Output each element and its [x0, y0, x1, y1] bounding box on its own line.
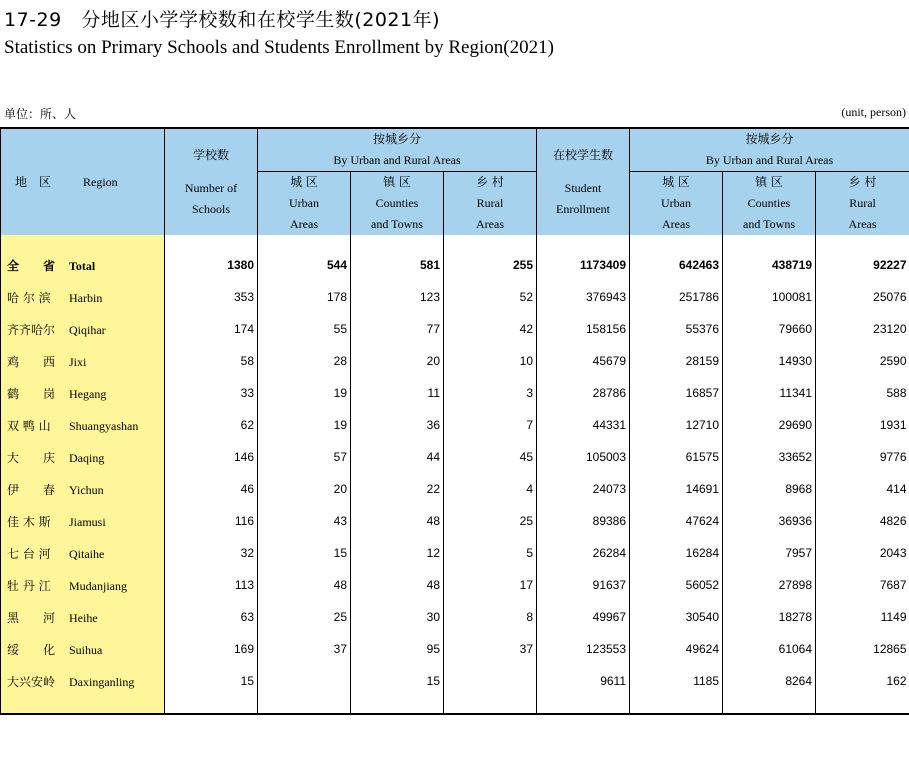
cell-e-towns: 438719: [723, 249, 816, 281]
cell-schools: 58: [165, 345, 258, 377]
statistics-table: [0, 127, 909, 715]
cell-students: 26284: [537, 537, 630, 569]
region-name-cn: 大兴安岭: [7, 674, 56, 689]
cell-s-rural: 25: [444, 505, 537, 537]
region-name-en: Daxinganling: [69, 674, 135, 689]
cell-s-urban: 19: [258, 409, 351, 441]
cell-students: 158156: [537, 313, 630, 345]
cell-e-rural: 92227: [816, 249, 909, 281]
cell-e-rural: 2043: [816, 537, 909, 569]
cell-e-urban: 251786: [630, 281, 723, 313]
cell-s-urban: 28: [258, 345, 351, 377]
cell-s-urban: [258, 665, 351, 697]
cell-s-towns: 12: [351, 537, 444, 569]
cell-e-towns: 18278: [723, 601, 816, 633]
cell-e-rural: 2590: [816, 345, 909, 377]
cell-s-urban: 57: [258, 441, 351, 473]
table-row: [1, 441, 909, 473]
region-name-cn: 鸡 西: [7, 354, 56, 369]
cell-e-urban: 642463: [630, 249, 723, 281]
region-name-en: Total: [69, 258, 96, 273]
header-students: 在校学生数 Student Enrollment: [537, 128, 630, 235]
cell-schools: 32: [165, 537, 258, 569]
title-english: Statistics on Primary Schools and Students Enrollment by Region(2021): [4, 37, 554, 58]
cell-s-towns: 11: [351, 377, 444, 409]
cell-schools: 169: [165, 633, 258, 665]
table-header: [1, 128, 909, 235]
cell-schools: 63: [165, 601, 258, 633]
cell-e-rural: 9776: [816, 441, 909, 473]
header-schools-urban: 城 区 Urban Areas: [258, 172, 351, 236]
cell-e-towns: 11341: [723, 377, 816, 409]
cell-e-rural: 7687: [816, 569, 909, 601]
cell-s-towns: 36: [351, 409, 444, 441]
table-number: 17-29: [4, 9, 62, 31]
cell-e-urban: 16284: [630, 537, 723, 569]
table-row: [1, 505, 909, 537]
cell-students: 91637: [537, 569, 630, 601]
cell-s-towns: 95: [351, 633, 444, 665]
region-cell: [1, 409, 165, 441]
cell-s-rural: [444, 665, 537, 697]
cell-e-urban: 1185: [630, 665, 723, 697]
table-row: [1, 281, 909, 313]
region-cell: [1, 601, 165, 633]
unit-label-en: (unit, person): [841, 105, 906, 119]
cell-e-towns: 7957: [723, 537, 816, 569]
cell-s-towns: 44: [351, 441, 444, 473]
spacer-row: [1, 235, 909, 249]
cell-students: 44331: [537, 409, 630, 441]
table-row: [1, 409, 909, 441]
cell-e-urban: 61575: [630, 441, 723, 473]
table-row: [1, 313, 909, 345]
cell-e-towns: 79660: [723, 313, 816, 345]
cell-e-urban: 30540: [630, 601, 723, 633]
cell-e-rural: 25076: [816, 281, 909, 313]
cell-s-rural: 4: [444, 473, 537, 505]
cell-students: 1173409: [537, 249, 630, 281]
table-row: [1, 377, 909, 409]
cell-e-towns: 8264: [723, 665, 816, 697]
region-name-cn: 鹤 岗: [7, 386, 56, 401]
region-cell: [1, 473, 165, 505]
table-row: [1, 601, 909, 633]
region-name-en: Heihe: [69, 610, 98, 625]
cell-e-urban: 12710: [630, 409, 723, 441]
table-row: [1, 569, 909, 601]
region-name-cn: 齐齐哈尔: [7, 322, 56, 337]
region-name-cn: 大 庆: [7, 450, 56, 465]
cell-e-urban: 55376: [630, 313, 723, 345]
cell-s-rural: 3: [444, 377, 537, 409]
cell-schools: 1380: [165, 249, 258, 281]
cell-s-urban: 43: [258, 505, 351, 537]
region-name-cn: 绥 化: [7, 642, 56, 657]
table-row: [1, 473, 909, 505]
cell-e-urban: 49624: [630, 633, 723, 665]
cell-e-urban: 14691: [630, 473, 723, 505]
region-name-en: Qiqihar: [69, 322, 106, 337]
region-name-en: Jiamusi: [69, 514, 106, 529]
cell-s-towns: 30: [351, 601, 444, 633]
bottom-rule-row: [1, 697, 909, 714]
region-name-cn: 佳 木 斯: [7, 514, 51, 529]
cell-schools: 15: [165, 665, 258, 697]
cell-students: 45679: [537, 345, 630, 377]
header-students-rural: 乡 村 Rural Areas: [816, 172, 909, 236]
cell-s-towns: 581: [351, 249, 444, 281]
region-name-en: Qitaihe: [69, 546, 105, 561]
cell-e-urban: 28159: [630, 345, 723, 377]
region-cell: [1, 633, 165, 665]
cell-students: 28786: [537, 377, 630, 409]
cell-e-towns: 29690: [723, 409, 816, 441]
cell-s-urban: 15: [258, 537, 351, 569]
cell-students: 105003: [537, 441, 630, 473]
title-chinese: 分地区小学学校数和在校学生数(2021年): [81, 9, 441, 31]
cell-e-urban: 56052: [630, 569, 723, 601]
cell-schools: 33: [165, 377, 258, 409]
cell-s-rural: 17: [444, 569, 537, 601]
cell-s-towns: 48: [351, 569, 444, 601]
unit-label-cn: 单位：所、人: [4, 107, 77, 121]
cell-students: 89386: [537, 505, 630, 537]
cell-s-towns: 20: [351, 345, 444, 377]
cell-schools: 113: [165, 569, 258, 601]
cell-students: 9611: [537, 665, 630, 697]
cell-e-urban: 16857: [630, 377, 723, 409]
region-name-cn: 双 鸭 山: [7, 418, 51, 433]
cell-s-towns: 22: [351, 473, 444, 505]
region-cell: [1, 569, 165, 601]
region-name-en: Hegang: [69, 386, 107, 401]
cell-e-rural: 12865: [816, 633, 909, 665]
cell-e-towns: 8968: [723, 473, 816, 505]
cell-e-urban: 47624: [630, 505, 723, 537]
region-cell: [1, 505, 165, 537]
cell-e-rural: 1931: [816, 409, 909, 441]
cell-s-rural: 37: [444, 633, 537, 665]
cell-s-rural: 42: [444, 313, 537, 345]
header-students-towns: 镇 区 Counties and Towns: [723, 172, 816, 236]
cell-students: 49967: [537, 601, 630, 633]
region-name-cn: 全 省: [7, 258, 56, 273]
cell-e-rural: 4826: [816, 505, 909, 537]
cell-s-urban: 48: [258, 569, 351, 601]
region-cell: [1, 441, 165, 473]
cell-s-rural: 10: [444, 345, 537, 377]
region-cell: [1, 249, 165, 281]
cell-schools: 353: [165, 281, 258, 313]
total-row: [1, 249, 909, 281]
table-title-cn: [4, 5, 440, 32]
header-students-urban: 城 区 Urban Areas: [630, 172, 723, 236]
cell-s-urban: 55: [258, 313, 351, 345]
cell-s-towns: 77: [351, 313, 444, 345]
region-cell: [1, 345, 165, 377]
cell-schools: 174: [165, 313, 258, 345]
cell-e-towns: 100081: [723, 281, 816, 313]
region-name-cn: 七 台 河: [7, 546, 51, 561]
cell-s-rural: 7: [444, 409, 537, 441]
cell-s-urban: 37: [258, 633, 351, 665]
cell-e-towns: 33652: [723, 441, 816, 473]
cell-s-towns: 15: [351, 665, 444, 697]
region-name-en: Yichun: [69, 482, 104, 497]
region-name-cn: 哈 尔 滨: [7, 290, 51, 305]
table-row: [1, 345, 909, 377]
cell-schools: 116: [165, 505, 258, 537]
region-cell: [1, 313, 165, 345]
cell-s-urban: 25: [258, 601, 351, 633]
cell-students: 376943: [537, 281, 630, 313]
cell-s-urban: 544: [258, 249, 351, 281]
header-schools-rural: 乡 村 Rural Areas: [444, 172, 537, 236]
cell-students: 24073: [537, 473, 630, 505]
region-cell: [1, 281, 165, 313]
cell-e-rural: 588: [816, 377, 909, 409]
region-name-en: Jixi: [69, 354, 87, 369]
cell-schools: 146: [165, 441, 258, 473]
region-cell: [1, 377, 165, 409]
cell-s-urban: 20: [258, 473, 351, 505]
table-row: [1, 633, 909, 665]
cell-s-rural: 52: [444, 281, 537, 313]
header-students-group: 按城乡分 By Urban and Rural Areas: [630, 128, 909, 172]
region-name-en: Harbin: [69, 290, 103, 305]
region-name-en: Suihua: [69, 642, 103, 657]
cell-e-rural: 162: [816, 665, 909, 697]
cell-s-urban: 19: [258, 377, 351, 409]
cell-e-towns: 61064: [723, 633, 816, 665]
cell-schools: 62: [165, 409, 258, 441]
cell-s-rural: 5: [444, 537, 537, 569]
cell-s-towns: 123: [351, 281, 444, 313]
table-row: [1, 665, 909, 697]
header-schools-towns: 镇 区 Counties and Towns: [351, 172, 444, 236]
header-schools: 学校数 Number of Schools: [165, 128, 258, 235]
cell-e-towns: 27898: [723, 569, 816, 601]
header-region: 地 区 Region: [1, 128, 165, 235]
cell-s-urban: 178: [258, 281, 351, 313]
region-name-cn: 伊 春: [7, 482, 56, 497]
region-name-en: Shuangyashan: [69, 418, 139, 433]
region-name-cn: 黑 河: [7, 610, 56, 625]
region-cell: [1, 665, 165, 697]
cell-students: 123553: [537, 633, 630, 665]
cell-s-rural: 8: [444, 601, 537, 633]
cell-e-rural: 414: [816, 473, 909, 505]
header-schools-group: 按城乡分 By Urban and Rural Areas: [258, 128, 537, 172]
cell-e-rural: 23120: [816, 313, 909, 345]
cell-s-rural: 45: [444, 441, 537, 473]
cell-e-towns: 14930: [723, 345, 816, 377]
region-name-en: Mudanjiang: [69, 578, 127, 593]
region-cell: [1, 537, 165, 569]
cell-e-rural: 1149: [816, 601, 909, 633]
table-row: [1, 537, 909, 569]
region-name-en: Daqing: [69, 450, 105, 465]
cell-s-towns: 48: [351, 505, 444, 537]
cell-s-rural: 255: [444, 249, 537, 281]
cell-e-towns: 36936: [723, 505, 816, 537]
region-name-cn: 牡 丹 江: [7, 578, 51, 593]
table-body: [1, 235, 909, 714]
cell-schools: 46: [165, 473, 258, 505]
